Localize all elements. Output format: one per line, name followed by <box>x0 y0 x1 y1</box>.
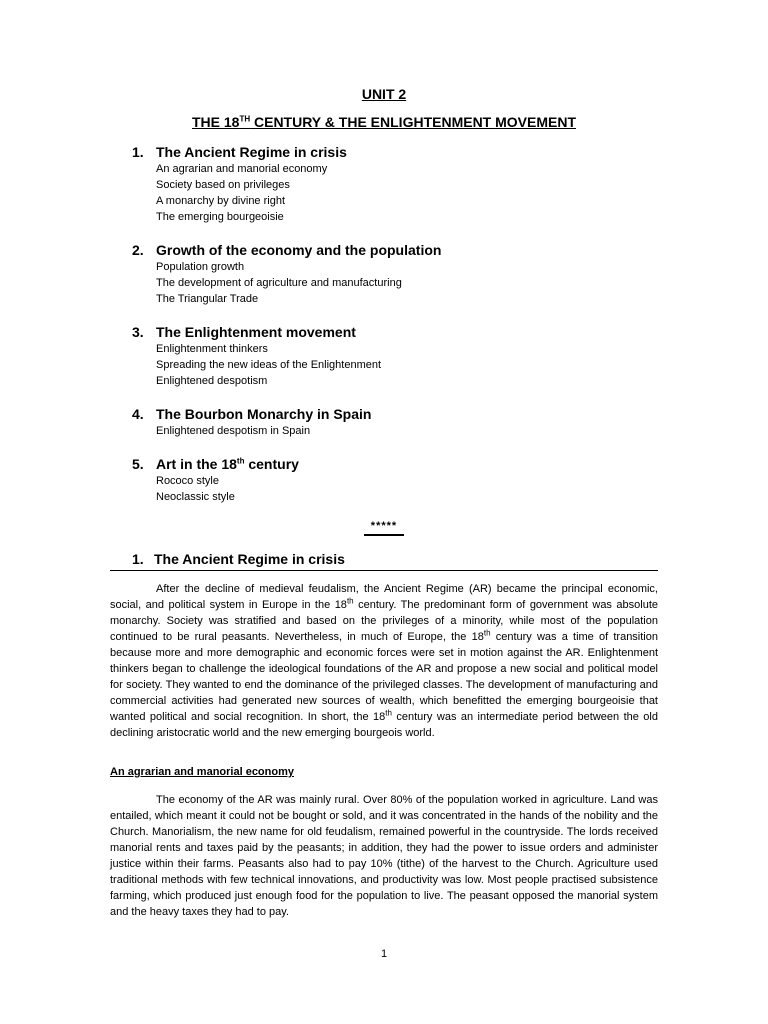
toc-item: A monarchy by divine right <box>156 195 286 207</box>
toc-heading-text: Growth of the economy and the population <box>156 242 442 258</box>
section-number: 1. <box>132 551 144 567</box>
toc-heading-text-post: century <box>244 456 299 472</box>
toc-item: The Triangular Trade <box>156 293 259 305</box>
section-heading <box>110 550 658 571</box>
toc-item: Enlightenment thinkers <box>156 343 268 355</box>
toc-heading-superscript: th <box>236 456 245 466</box>
section-separator: ***** <box>364 520 404 536</box>
page-number: 1 <box>380 948 388 960</box>
body-paragraph-economy <box>110 792 658 920</box>
toc-heading-text: The Bourbon Monarchy in Spain <box>156 406 372 422</box>
toc-section-4 <box>132 405 652 439</box>
title-text-pre: THE 18 <box>191 114 240 130</box>
document-title <box>0 114 768 130</box>
para-text: century. The predominant form of government was absolute monarchy. Society was stratified and based on the privileges of a minority, while most of the population continued to be rural peasants. Nevertheless, in much of Europe, the 18 <box>110 599 658 643</box>
toc-item: The development of agriculture and manufacturing <box>156 277 402 289</box>
toc-heading <box>132 405 652 423</box>
toc-section-5 <box>132 455 652 505</box>
toc-number: 5. <box>132 456 144 472</box>
toc-item: Society based on privileges <box>156 179 290 191</box>
toc-heading <box>132 455 652 473</box>
toc-number: 1. <box>132 144 144 160</box>
toc-item: Enlightened despotism <box>156 375 268 387</box>
toc-section-1 <box>132 143 652 225</box>
toc-number: 4. <box>132 406 144 422</box>
toc-item: Enlightened despotism in Spain <box>156 425 311 437</box>
section-heading-text: The Ancient Regime in crisis <box>154 551 345 567</box>
para-superscript: th <box>385 708 392 718</box>
toc-heading <box>132 323 652 341</box>
body-paragraph-intro <box>110 581 658 741</box>
toc-heading-text-pre: Art in the 18 <box>156 456 237 472</box>
unit-title: UNIT 2 <box>361 86 407 102</box>
table-of-contents <box>132 143 652 521</box>
toc-heading <box>132 143 652 161</box>
para-superscript: th <box>483 628 491 638</box>
para-text: After the decline of medieval feudalism, the Ancient Regime (AR) became the principal economic, social, and political system in Europe in the 18 <box>110 583 658 611</box>
toc-item: Spreading the new ideas of the Enlightenment <box>156 359 382 371</box>
toc-item: The emerging bourgeoisie <box>156 211 284 223</box>
para-text: century was a time of transition because more and more demographic and economic forces were set in motion against the AR. Enlightenment thinkers began to challenge the ideological foundations of the AR and propose a new social and political model for society. They wanted to end the dominance of the privileged classes. The development of manufacturing and commercial activities had generated new sources of wealth, which benefitted the emerging bourgeoisie that wanted political and social recognition. In short, the 18 <box>110 631 658 723</box>
toc-item: Population growth <box>156 261 245 273</box>
title-superscript: TH <box>239 114 251 124</box>
toc-heading <box>132 241 652 259</box>
toc-item: Rococo style <box>156 475 219 487</box>
toc-item: Neoclassic style <box>156 491 235 503</box>
para-superscript: th <box>346 596 354 606</box>
para-text: century was an intermediate period between the old declining aristocratic world and the new emerging bourgeois world. <box>110 711 658 739</box>
toc-section-3 <box>132 323 652 389</box>
para-text: The economy of the AR was mainly rural. Over 80% of the population worked in agriculture. Land was entailed, which meant it could not be bought or sold, and it was concentrated in the hands of the nobility and the Church. Manorialism, the new name for old feudalism, remained powerful in the countryside. The lords received manorial rents and taxes paid by the peasants; in addition, they had the power to issue orders and administer justice within their farms. Peasants also had to pay 10% (tithe) of the harvest to the Church. Agriculture used traditional methods with few technical innovations, and productivity was low. Most people practised subsistence farming, which produced just enough food for the population to live. The peasant opposed the manorial system and the heavy taxes they had to pay. <box>110 794 658 918</box>
toc-number: 2. <box>132 242 144 258</box>
toc-item: An agrarian and manorial economy <box>156 163 328 175</box>
toc-number: 3. <box>132 324 144 340</box>
subheading: An agrarian and manorial economy <box>110 766 294 778</box>
toc-section-2 <box>132 241 652 307</box>
toc-heading-text: The Enlightenment movement <box>156 324 356 340</box>
toc-heading-text: The Ancient Regime in crisis <box>156 144 347 160</box>
title-text-post: CENTURY & THE ENLIGHTENMENT MOVEMENT <box>250 114 577 130</box>
